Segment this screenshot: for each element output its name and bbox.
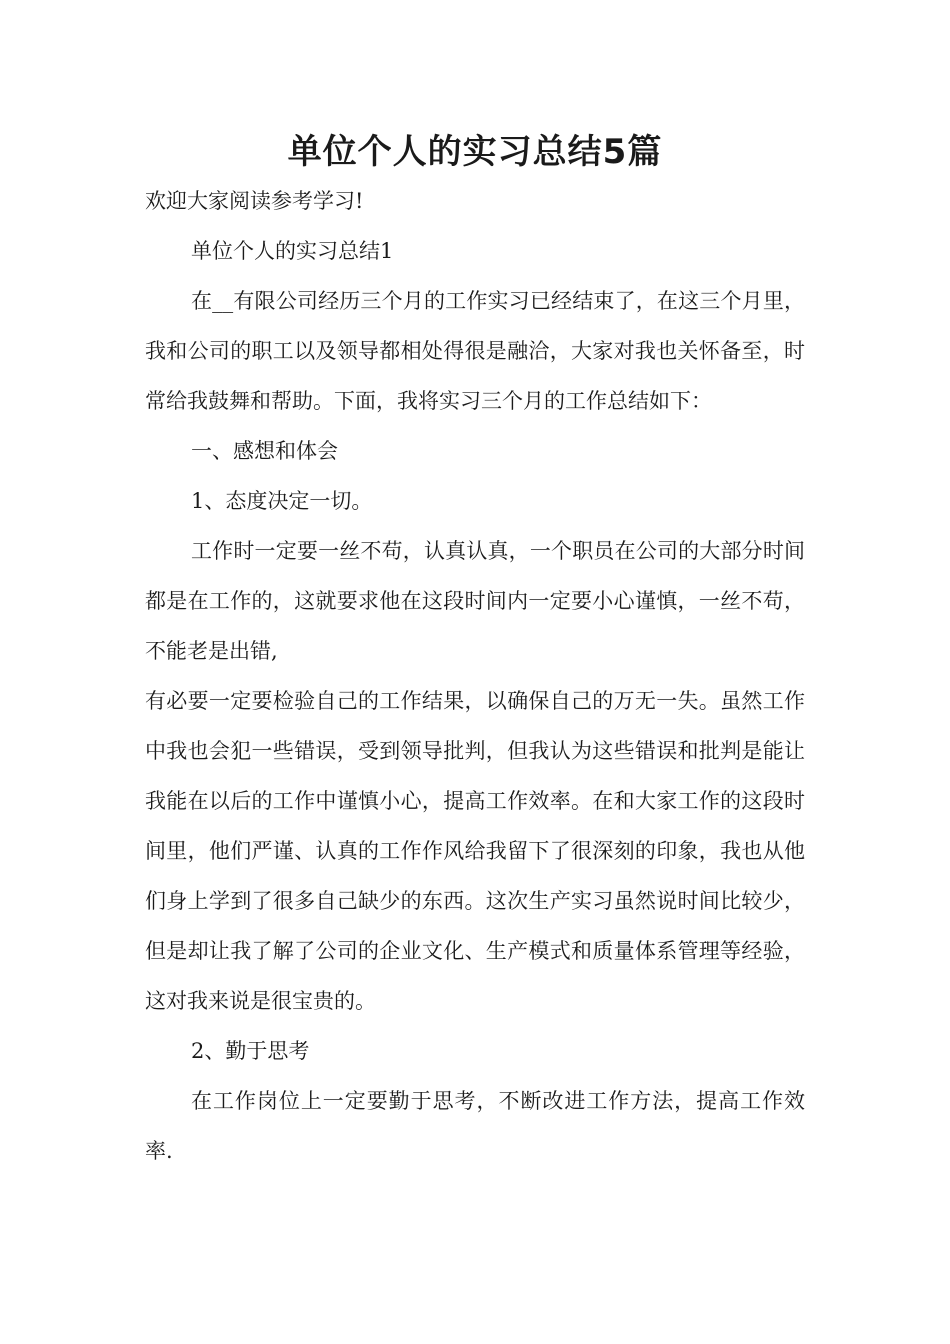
subheading-feelings: 一、感想和体会 [191, 439, 338, 463]
thinking-paragraph: 在工作岗位上一定要勤于思考，不断改进工作方法，提高工作效率. [145, 1089, 805, 1163]
document-title: 单位个人的实习总结5篇 [287, 132, 663, 172]
intro-paragraph: 在__有限公司经历三个月的工作实习已经结束了，在这三个月里，我和公司的职工以及领导都相处得很是融洽，大家对我也关怀备至，时常给我鼓舞和帮助。下面，我将实习三个月的工作总结如下： [145, 289, 805, 413]
verification-paragraph: 有必要一定要检验自己的工作结果，以确保自己的万无一失。虽然工作中我也会犯一些错误，受到领导批判，但我认为这些错误和批判是能让我能在以后的工作中谨慎小心，提高工作效率。在和大家工作的这段时间里，他们严谨、认真的工作作风给我留下了很深刻的印象，我也从他们身上学到了很多自己缺少的东西。这次生产实习虽然说时间比较少，但是却让我了解了公司的企业文化、生产模式和质量体系管理等经验，这对我来说是很宝贵的。 [145, 689, 805, 1013]
attitude-paragraph: 工作时一定要一丝不苟，认真认真，一个职员在公司的大部分时间都是在工作的，这就要求他在这段时间内一定要小心谨慎，一丝不苟，不能老是出错, [145, 539, 805, 663]
subheading-attitude: 1、态度决定一切。 [191, 489, 373, 513]
document-body [145, 176, 805, 1176]
subheading-thinking: 2、勤于思考 [191, 1039, 310, 1063]
greeting-paragraph: 欢迎大家阅读参考学习! [145, 189, 364, 213]
section-heading-1: 单位个人的实习总结1 [191, 239, 394, 263]
